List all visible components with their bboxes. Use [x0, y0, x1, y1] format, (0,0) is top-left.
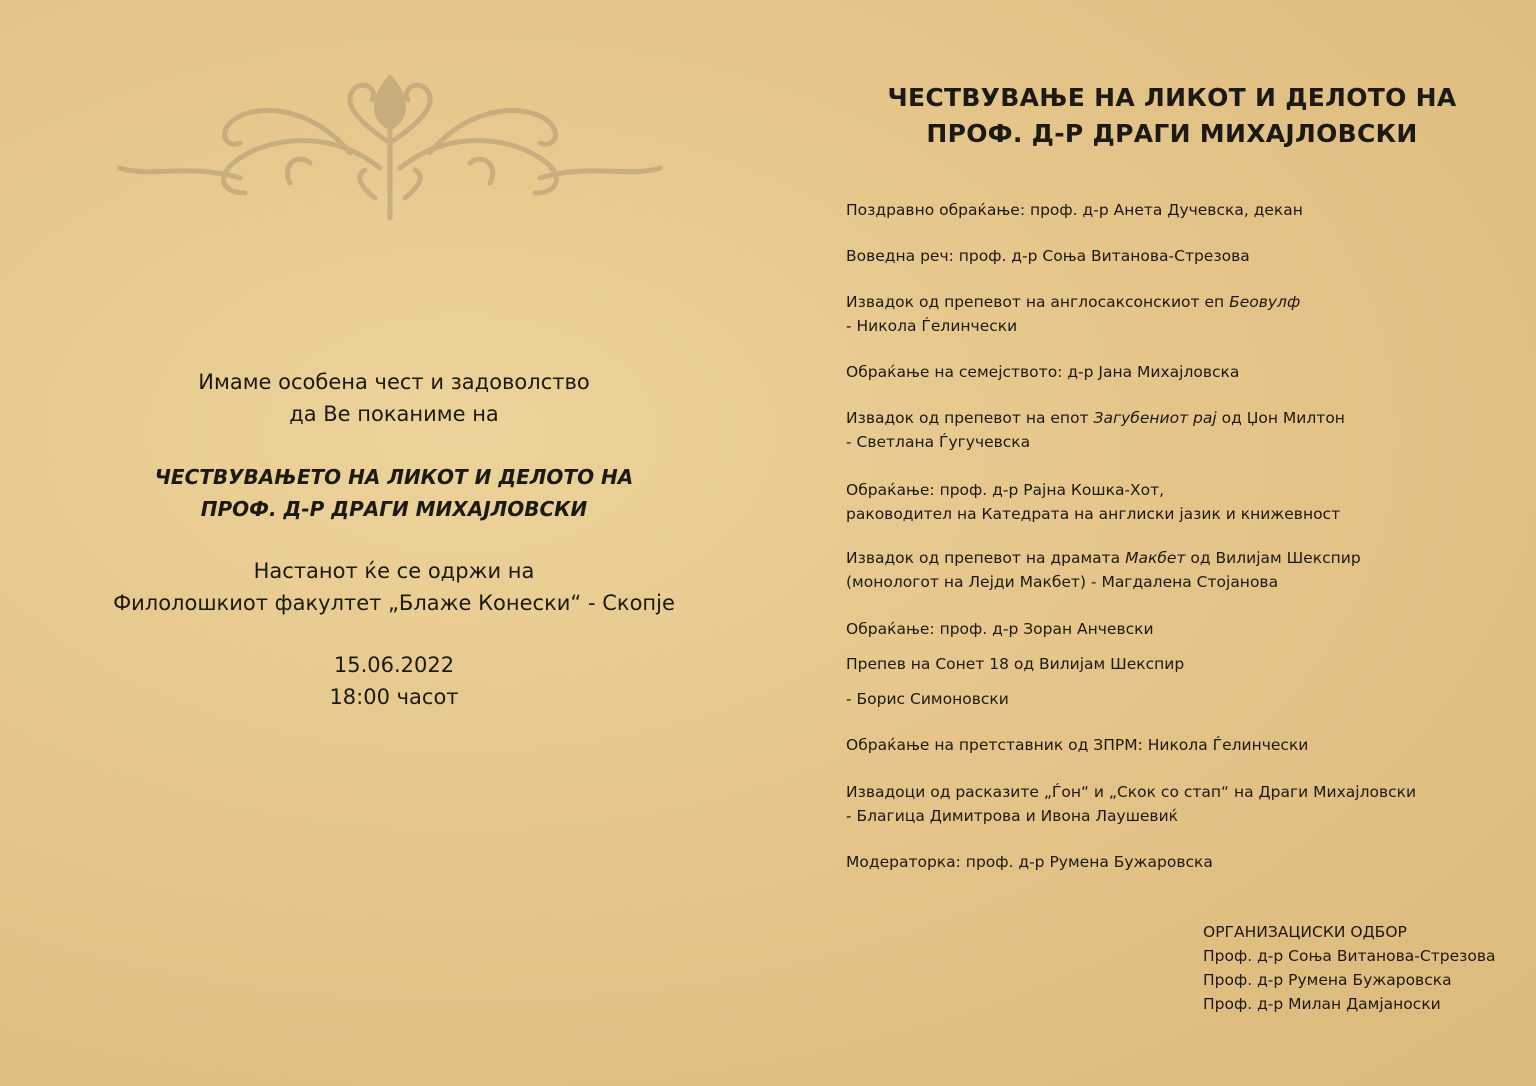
program-item: Препев на Сонет 18 од Вилијам Шекспир — [846, 655, 1185, 673]
program-item: Модераторка: проф. д-р Румена Бужаровска — [846, 853, 1213, 871]
committee-member: Проф. д-р Румена Бужаровска — [1203, 971, 1452, 989]
program-title-line: ПРОФ. Д-Р ДРАГИ МИХАЈЛОВСКИ — [926, 119, 1418, 148]
work-title: Макбет — [1125, 549, 1186, 567]
venue-line: Филолошкиот факултет „Блаже Конески“ - Скопје — [113, 591, 675, 615]
program-item: Извадок од препевот на епот Загубениот рај од Џон Милтон - Светлана Ѓугучевска — [846, 409, 1345, 451]
event-date: 15.06.2022 — [333, 653, 455, 677]
invitation-line: да Ве поканиме на — [289, 402, 499, 426]
program-item: Обраќање на семејството: д-р Јана Михајловска — [846, 363, 1240, 381]
venue-line: Настанот ќе се одржи на — [253, 559, 535, 583]
program-item: Обраќање: проф. д-р Зоран Анчевски — [846, 620, 1154, 638]
committee-member: Проф. д-р Милан Дамјаноски — [1203, 995, 1441, 1013]
invitation-block — [94, 366, 694, 713]
program-item: Извадоци од расказите „Ѓон“ и „Скок со стап“ на Драги Михајловски - Благица Димитрова и Ивона Лаушевиќ — [846, 783, 1417, 825]
work-title: Загубениот рај — [1093, 409, 1217, 427]
program-item: Извадок од препевот на англосаксонскиот еп Беовулф - Никола Ѓелинчески — [846, 293, 1301, 335]
event-time: 18:00 часот — [329, 685, 459, 709]
program-title-line: ЧЕСТВУВАЊЕ НА ЛИКОТ И ДЕЛОТО НА — [887, 83, 1457, 112]
event-title-line: ЧЕСТВУВАЊЕТО НА ЛИКОТ И ДЕЛОТО НА — [154, 465, 634, 489]
work-title: Беовулф — [1229, 293, 1301, 311]
committee-heading: ОРГАНИЗАЦИСКИ ОДБОР — [1203, 923, 1407, 941]
program-item: Воведна реч: проф. д-р Соња Витанова-Стрезова — [846, 247, 1250, 265]
committee-member: Проф. д-р Соња Витанова-Стрезова — [1203, 947, 1496, 965]
program-item: - Борис Симоновски — [846, 690, 1009, 708]
invitation-line: Имаме особена чест и задоволство — [198, 370, 590, 394]
decorative-ornament — [110, 68, 670, 228]
organizing-committee — [1203, 920, 1523, 1016]
program-item: Поздравно обраќање: проф. д-р Анета Дучевска, декан — [846, 201, 1303, 219]
program-item: Обраќање: проф. д-р Рајна Кошка-Хот, раководител на Катедрата на англиски јазик и книжевност — [846, 481, 1341, 523]
program-title — [842, 80, 1502, 152]
program-item: Обраќање на претставник од ЗПРМ: Никола Ѓелинчески — [846, 736, 1309, 754]
event-title-line: ПРОФ. Д-Р ДРАГИ МИХАЈЛОВСКИ — [200, 497, 588, 521]
program-item: Извадок од препевот на драмата Макбет од Вилијам Шекспир (монологот на Лејди Макбет) - Магдалена Стојанова — [846, 549, 1361, 591]
